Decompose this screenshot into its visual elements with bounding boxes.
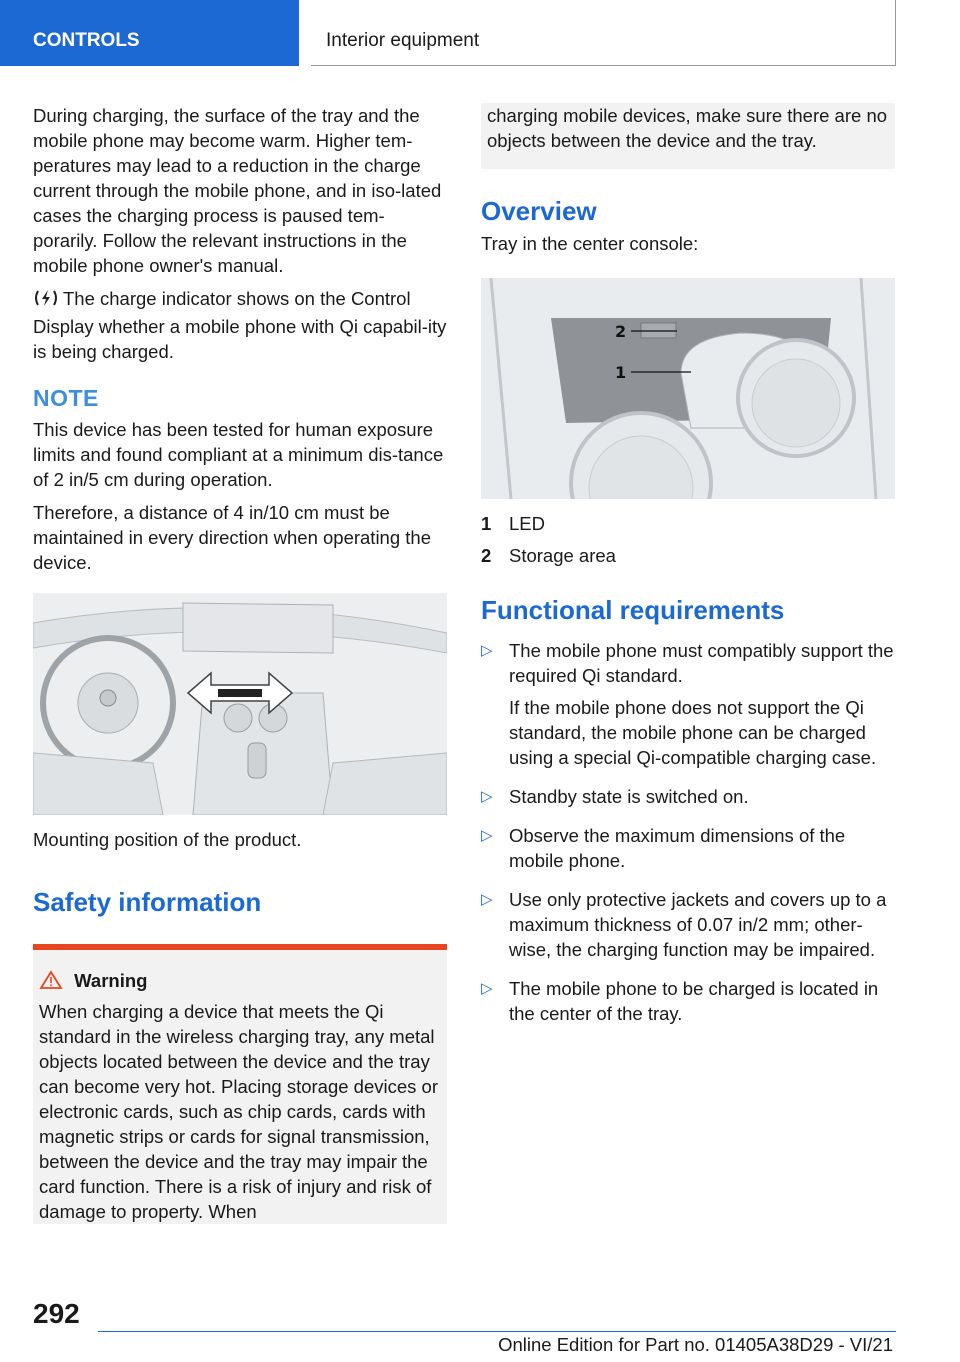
legend <box>481 511 895 568</box>
legend-number: 2 <box>481 545 492 566</box>
legend-item <box>481 543 895 568</box>
tray-figure <box>481 278 895 499</box>
legend-label: Storage area <box>509 545 616 566</box>
warning-title-row <box>39 968 441 993</box>
list-item <box>481 976 895 1033</box>
bullet-triangle-icon: ▷ <box>481 827 493 844</box>
list-item-text: The mobile phone to be charged is located in the center of the tray. <box>509 978 879 1024</box>
footer-edition: Online Edition for Part no. 01405A38D29 - VI/21 <box>498 1334 893 1355</box>
chapter-title: Interior equipment <box>311 0 896 66</box>
list-item <box>481 784 895 816</box>
overview-text: Tray in the center console: <box>481 233 699 254</box>
charge-indicator-icon <box>33 288 63 314</box>
bullet-triangle-icon: ▷ <box>481 788 493 805</box>
list-item <box>481 887 895 969</box>
bullet-triangle-icon: ▷ <box>481 980 493 997</box>
right-column <box>481 103 895 1040</box>
charge-indicator-text: The charge indicator shows on the Control Display whether a mobile phone with Qi capabil-ity is being charged. <box>33 288 447 362</box>
warning-continued-box <box>481 103 895 169</box>
note-heading: NOTE <box>33 385 99 411</box>
safety-heading: Safety information <box>33 887 262 917</box>
legend-label: LED <box>509 513 545 534</box>
warning-text: When charging a device that meets the Qi standard in the wireless charging tray, any metal objects located between the device and the tray can become very hot. Placing storage devices or electronic cards, such as chip cards, cards with magnetic strips or cards for signal transmission, between the device and the tray may impair the card function. There is a risk of injury and risk of damage to property. When <box>39 1001 438 1222</box>
legend-item <box>481 511 895 536</box>
footer-divider <box>98 1331 896 1332</box>
warning-box <box>33 944 447 1224</box>
list-item-text: Observe the maximum dimensions of the mobile phone. <box>509 825 846 871</box>
warning-title: Warning <box>74 970 148 991</box>
figure-caption: Mounting position of the product. <box>33 829 302 850</box>
list-item-subtext: If the mobile phone does not support the Qi standard, the mobile phone can be charged using a special Qi-compatible charging case. <box>509 697 877 768</box>
list-item-text: Standby state is switched on. <box>509 786 749 807</box>
bullet-triangle-icon: ▷ <box>481 642 493 659</box>
callout-2: 2 <box>615 322 627 341</box>
mounting-position-figure <box>33 593 447 815</box>
left-column <box>33 103 447 1224</box>
charge-indicator-paragraph <box>33 286 447 364</box>
charging-paragraph: During charging, the surface of the tray and the mobile phone may become warm. Higher tem-peratures may lead to a reduction in the charge current through the mobile phone, and in iso-lated cases the charging process is paused tem-porarily. Follow the relevant instructions in the mobile phone owner's manual. <box>33 105 442 276</box>
list-item-text: Use only protective jackets and covers up to a maximum thickness of 0.07 in/2 mm; other-wise, the charging function may be impaired. <box>509 889 887 960</box>
warning-continued-text: charging mobile devices, make sure there are no objects between the device and the tray. <box>487 105 888 151</box>
requirements-list <box>481 638 895 1033</box>
overview-heading: Overview <box>481 196 597 226</box>
note-paragraph-1: This device has been tested for human exposure limits and found compliant at a minimum dis-tance of 2 in/5 cm during operation. <box>33 419 444 490</box>
list-item <box>481 638 895 777</box>
note-paragraph-2: Therefore, a distance of 4 in/10 cm must be maintained in every direction when operating the device. <box>33 502 431 573</box>
legend-number: 1 <box>481 513 492 534</box>
requirements-heading: Functional requirements <box>481 595 785 625</box>
bullet-triangle-icon: ▷ <box>481 891 493 908</box>
list-item <box>481 823 895 880</box>
page-number: 292 <box>33 1298 80 1329</box>
warning-triangle-icon <box>39 970 74 991</box>
section-tab: CONTROLS <box>0 0 299 66</box>
callout-1: 1 <box>615 363 627 382</box>
list-item-text: The mobile phone must compatibly support the required Qi standard. <box>509 640 894 686</box>
